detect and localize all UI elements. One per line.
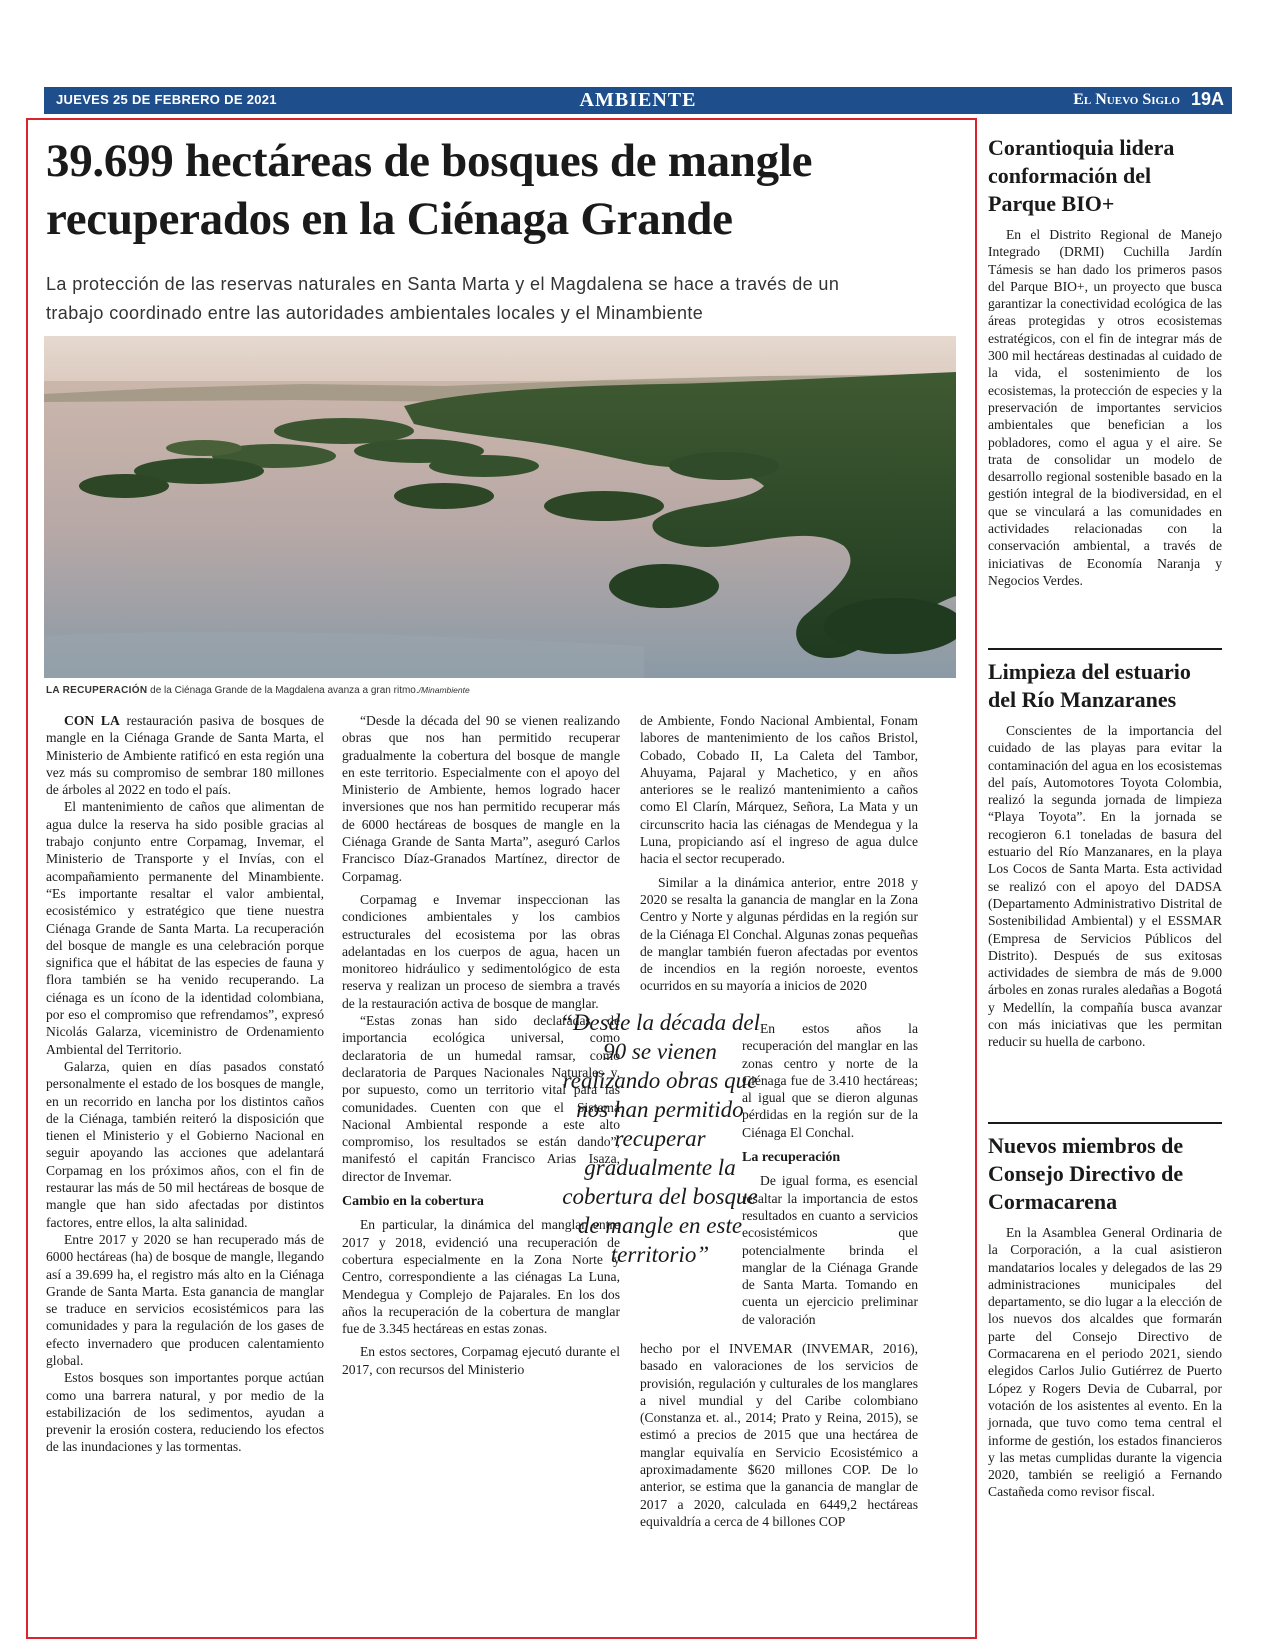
sidebar-story-2-title: Limpieza del estuario del Río Manzaranes	[988, 659, 1191, 712]
col3-paragraph: de Ambiente, Fondo Nacional Ambiental, Fonam labores de mantenimiento de los caños Bristol, Cobado, Cobado II, La Caleta del Tambor, Ahuyama, Pajaral y Machetico, y en años anteriores se le realizó mantenimiento a caños como El Clarín, Márquez, Señora, La Mata y un circunscrito hacia las ciénagas de Mendegua y la Luna, propiciando así el ingreso de agua dulce hacia el sector recuperado.	[640, 713, 918, 867]
sidebar-story-1-title: Corantioquia lidera conformación del Parque BIO+	[988, 135, 1175, 216]
page-header-bar	[44, 87, 1232, 114]
article-column-3-narrow	[742, 1020, 918, 1328]
sidebar-story-1	[988, 134, 1222, 589]
pull-quote: “Desde la década del 90 se vienen realizando obras que nos han permitido recuperar gradualmente la cobertura del bosque de mangle en este territorio”	[560, 1010, 760, 1267]
col2-paragraph: Corpamag e Invemar inspeccionan las condiciones ambientales y los cambios estructurales del ecosistema por las obras adelantadas en los cuerpos de agua, hacen un monitoreo hidráulico y sedimentológico de esta reserva y realizan un proceso de siembra a través de la restauración activa de bosque de manglar.	[342, 891, 620, 1011]
col1-paragraph: Estos bosques son importantes porque actúan como una barrera natural, y por medio de la estabilización de los sedimentos, ayudan a prevenir la erosión costera, reduciendo los efectos de las inundaciones y las tormentas.	[46, 1370, 324, 1455]
sidebar-story-3-title: Nuevos miembros de Consejo Directivo de Cormacarena	[988, 1133, 1184, 1214]
sidebar-story-1-body: En el Distrito Regional de Manejo Integrado (DRMI) Cuchilla Jardín Támesis se han dado los primeros pasos del Parque BIO+, un proyecto que busca garantizar la conectividad ecológica de las áreas protegidas y otros ecosistemas estratégicos, con el fin de integrar más de 300 mil hectáreas destinadas al cuidado de la vida, el sostenimiento de los ecosistemas, la protección de especies y la preservación de importantes servicios ambientales que benefician a los pobladores, como el agua y el aire. Se trata de consolidar un modelo de desarrollo regional sostenible basado en la gestión integral de la biodiversidad, en el que se vinculará a las comunidades en actividades relacionadas con la conservación ambiental, a través de iniciativas de Economía Naranja y Negocios Verdes.	[988, 227, 1222, 588]
mangrove-aerial-photo	[44, 336, 956, 678]
col1-p1-text: restauración pasiva de bosques de mangle en la Ciénaga Grande de Santa Marta, el Ministerio de Ambiente ratificó en esta región una vez más su compromiso de sembrar 180 millones de árboles al 2022 en todo el país.	[46, 713, 324, 798]
col1-paragraph: Galarza, quien en días pasados constató personalmente el estado de los bosques de mangle, en un recorrido en lancha por los distintos caños de la Ciénaga, también reiteró la disposición que tienen el Ministerio y el Gobierno Nacional en seguir apoyando las acciones que adelantará Corpamag en los próximos años, con el fin de restaurar las más de 50 mil hectáreas de bosque de mangle que han sido afectadas por distintos factores, entre ellos, la alta salinidad.	[46, 1058, 324, 1230]
subhead-line-1: La protección de las reservas naturales en Santa Marta y el Magdalena se hace a través de un	[46, 274, 840, 294]
col3-paragraph: En estos años la recuperación del manglar en las zonas centro y norte de la Ciénaga fue de 3.410 hectáreas; al igual que se dieron algunas pérdidas en la región sur de la Ciénaga El Conchal.	[742, 1021, 918, 1140]
col1-paragraph: El mantenimiento de caños que alimentan de agua dulce la reserva ha sido posible gracias al trabajo conjunto entre Corpamag, Invemar, el Ministerio de Transporte y el Invías, con el acompañamiento permanente del Minambiente. “Es importante resaltar el valor ambiental, ecosistémico y estratégico que tiene nuestra Ciénaga Grande de Santa Marta. La recuperación del bosque de mangle es una celebración porque significa que el hábitat de las especies de fauna y flora también se ha venido recuperando. La ciénaga es un ícono de la identidad colombiana, por eso el compromiso que refrendamos”, expresó Nicolás Galarza, viceministro de Ordenamiento Ambiental del Territorio.	[46, 799, 324, 1057]
col3-paragraph: hecho por el INVEMAR (INVEMAR, 2016), basado en valoraciones de los servicios de provisión, regulación y culturales de los manglares a nivel mundial y del Caribe colombiano (Constanza et. al., 2014; Prato y Reina, 2015), se estimó a precios de 2015 que una hectárea de manglar equivalía en Servicio Ecosistémico a aproximadamente $620 millones COP. De lo anterior, se estima que la ganancia de manglar de 2017 a 2020, calculada en 6449,2 hectáreas equivaldría a cerca de 4 billones COP	[640, 1341, 918, 1529]
caption-text: de la Ciénaga Grande de la Magdalena avanza a gran ritmo.	[147, 685, 419, 696]
subhead-line-2: trabajo coordinado entre las autoridades ambientales locales y el Minambiente	[46, 303, 704, 323]
sidebar-story-3-body: En la Asamblea General Ordinaria de la Corporación, a la cual asistieron mandatarios locales y delegados de las 29 administraciones municipales del departamento, se dio lugar a la elección de los nuevos dos alcaldes que formarán parte del Consejo Directivo de Cormacarena en el periodo 2021, siendo elegidos Carlos Julio Gutiérrez de Puerto López y Rogers Devia de Cubarral, por votación de los asistentes al evento. En la jornada, que tuvo como tema central el informe de gestión, los estados financieros y las metas cumplidas durante la vigencia 2020, también se reeligió a Fernando Castañeda como revisor fiscal.	[988, 1225, 1222, 1500]
mangrove-illustration	[44, 336, 956, 678]
article-subhead	[46, 270, 956, 328]
col2-subtitle: Cambio en la cobertura	[342, 1194, 484, 1210]
issue-date: JUEVES 25 DE FEBRERO DE 2021	[56, 92, 277, 107]
photo-caption	[46, 685, 946, 696]
sidebar-divider	[988, 648, 1222, 650]
article-column-3	[640, 712, 918, 995]
col2-paragraph: En particular, la dinámica del manglar entre 2017 y 2018, evidenció una recuperación de cobertura especialmente en la Zona Norte y Centro, correspondiente a las ciénagas La Luna, Mendegua y Complejo de Pajarales. En los dos años la recuperación de la cobertura de manglar fue de 3.345 hectáreas en estas zonas.	[342, 1217, 620, 1337]
col2-paragraph: “Desde la década del 90 se vienen realizando obras que nos han permitido recuperar gradualmente la cobertura del bosque de mangle en este territorio. Especialmente con el apoyo del Ministerio de Ambiente, hemos logrado hacer inversiones que nos han permitido recuperar más de 6000 hectáreas de bosques de mangle en la Ciénaga Grande de Santa Marta”, aseguró Carlos Francisco Díaz-Granados Martínez, director de Corpamag.	[342, 713, 620, 884]
sidebar-divider	[988, 1122, 1222, 1124]
sidebar-story-2	[988, 658, 1222, 1051]
newspaper-brand: El Nuevo Siglo	[1073, 91, 1180, 108]
sidebar-story-3	[988, 1132, 1222, 1501]
article-column-3-bottom	[640, 1340, 918, 1530]
col3-paragraph: De igual forma, es esencial resaltar la importancia de estos resultados en cuanto a servicios ecosistémicos que potencialmente brinda el manglar de la Ciénaga Grande de Santa Marta. Tomando en cuenta un ejercicio preliminar de valoración	[742, 1173, 918, 1327]
headline-line-2: recuperados en la Ciénaga Grande	[46, 193, 733, 245]
article-headline	[46, 132, 966, 248]
section-name: AMBIENTE	[579, 89, 697, 111]
caption-credit: /Minambiente	[418, 685, 470, 695]
col1-paragraph	[46, 712, 324, 798]
col2-paragraph: En estos sectores, Corpamag ejecutó durante el 2017, con recursos del Ministerio	[342, 1344, 620, 1377]
lead-in: CON LA	[64, 713, 120, 728]
sidebar-story-2-body: Conscientes de la importancia del cuidado de las playas para evitar la contaminación del agua en los ecosistemas del país, Automotores Toyota Colombia, realizó la segunda jornada de limpieza “Playa Toyota”. En la jornada se recogieron 6.1 toneladas de basura del estuario del Río Manzanares, en la playa Los Cocos de Santa Marta. Esta actividad se realizó con el apoyo del DADSA (Departamento Administrativo Distrital de Sostenibilidad Ambiental) y el ESSMAR (Empresa de Servicios Públicos del Distrito). Después de sus exitosas actividades de siembra de más de 9.000 árboles en zonas rurales aledañas a Bogotá y Medellín, la compañía busca avanzar con más iniciativas que les permitan reducir su huella de carbono.	[988, 723, 1222, 1050]
caption-lead: LA RECUPERACIÓN	[46, 685, 148, 696]
col2-paragraph: “Estas zonas han sido declaradas de importancia ecológica universal, como declaratoria de un humedal ramsar, como declaratoria de Parques Nacionales Naturales y, por supuesto, como un territorio vital para las comunidades. Cuenten con que el Sistema Nacional Ambiental responde a este alto compromiso, los resultados se están dando”, manifestó el capitán Francisco Arias Isaza, director de Invemar.	[342, 1013, 620, 1184]
col3-subtitle: La recuperación	[742, 1150, 841, 1166]
page-number: 19A	[1190, 89, 1224, 109]
headline-line-1: 39.699 hectáreas de bosques de mangle	[46, 135, 813, 187]
col3-paragraph: Similar a la dinámica anterior, entre 2018 y 2020 se resalta la ganancia de manglar en la Zona Centro y Norte y algunas pérdidas en la región sur de la Ciénaga El Conchal. Algunas zonas pequeñas de manglar también fueron afectadas por eventos de incendios en la región noroeste, eventos ocurridos en su mayoría a inicios de 2020	[640, 874, 918, 994]
article-column-1	[46, 712, 324, 1456]
col1-paragraph: Entre 2017 y 2020 se han recuperado más de 6000 hectáreas (ha) de bosque de mangle, llegando así a 39.699 ha, el registro más alto en la Ciénaga Grande de Santa Marta. Esta ganancia de manglar se traduce en servicios ecosistémicos para las comunidades y para la regulación de los gases de efecto invernadero que producen calentamiento global.	[46, 1231, 324, 1368]
